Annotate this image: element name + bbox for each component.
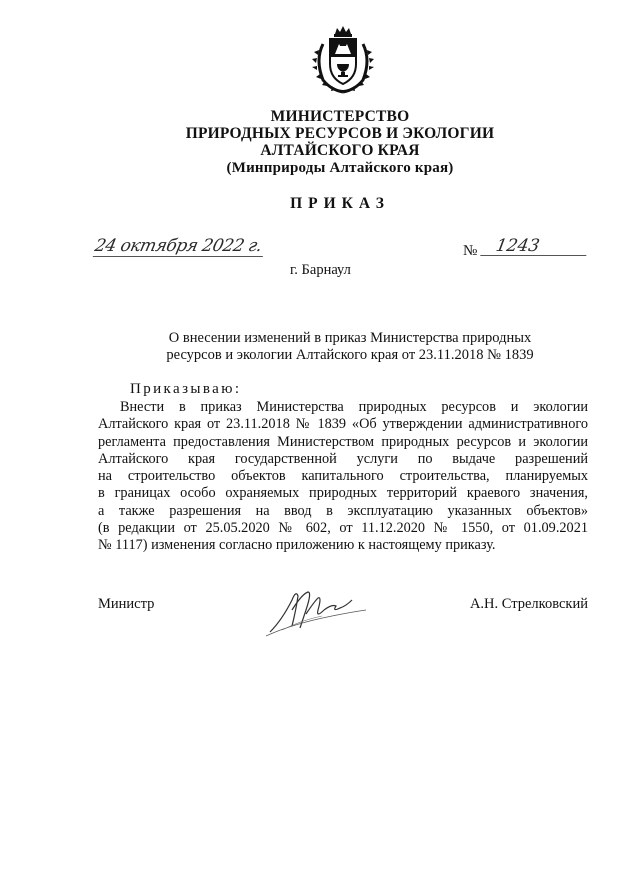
handwritten-order-number: 1243 xyxy=(480,236,590,256)
subject-line-2: ресурсов и экологии Алтайского края от 23.11.2018 № 1839 xyxy=(166,347,534,363)
body-line: № 1117) изменения согласно приложению к настоящему приказу. xyxy=(98,537,496,554)
body-line: в границах особо охраняемых природных территорий краевого значения, xyxy=(98,485,588,502)
ministry-short-name: (Минприроды Алтайского края) xyxy=(226,160,454,176)
ministry-name-line-3: АЛТАЙСКОГО КРАЯ xyxy=(260,142,420,159)
city-label: г. Барнаул xyxy=(290,262,351,278)
coat-of-arms-emblem xyxy=(309,24,377,96)
order-title: ПРИКАЗ xyxy=(290,195,390,212)
body-line: регламента предоставления Министерством природных ресурсов и экологии xyxy=(98,433,588,450)
subject-line-1: О внесении изменений в приказ Министерства природных xyxy=(168,330,532,346)
signatory-position: Министр xyxy=(98,596,155,612)
order-body xyxy=(98,399,588,555)
body-line: Внести в приказ Министерства природных ресурсов и экологии xyxy=(120,399,588,415)
body-line: Алтайского края государственной услуги по выдаче разрешений xyxy=(98,450,588,467)
body-line: на строительство объектов капитального строительства, планируемых xyxy=(98,468,588,485)
handwritten-signature xyxy=(262,580,372,640)
handwritten-date: 24 октября 2022 г. xyxy=(93,236,267,257)
body-line: (в редакции от 25.05.2020 № 602, от 11.12.2020 № 1550, от 01.09.2021 xyxy=(98,520,588,537)
ministry-name-line-1: МИНИСТЕРСТВО xyxy=(270,108,410,125)
prikazyvayu-heading: Приказываю: xyxy=(130,381,242,397)
body-line: Алтайского края от 23.11.2018 № 1839 «Об утверждении административного xyxy=(98,416,588,433)
signatory-name: А.Н. Стрелковский xyxy=(469,596,588,612)
ministry-name-line-2: ПРИРОДНЫХ РЕСУРСОВ И ЭКОЛОГИИ xyxy=(185,125,495,142)
body-line: а также разрешения на ввод в эксплуатацию указанных объектов» xyxy=(98,502,588,519)
number-sign: № xyxy=(463,243,478,259)
